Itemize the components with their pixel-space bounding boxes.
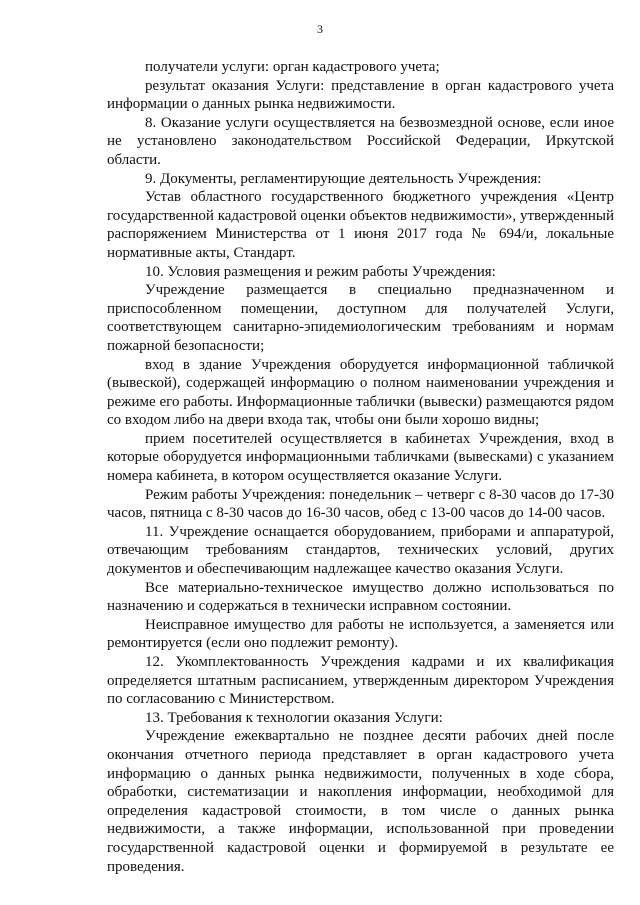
paragraph: 9. Документы, регламентирующие деятельность Учреждения: <box>145 170 542 187</box>
paragraph: Все материально-техническое имущество должно использоваться по назначению и содержаться в технически исправном состоянии. <box>107 579 614 615</box>
paragraph: 10. Условия размещения и режим работы Учреждения: <box>145 263 496 280</box>
paragraph: Учреждение размещается в специально предназначенном и приспособленном помещении, доступном для получателей Услуги, соответствующем санитарно-эпидемиологическим требованиям и нормам пожарной безопасности; <box>107 282 614 354</box>
paragraph: Устав областного государственного бюджетного учреждения «Центр государственной кадастровой оценки объектов недвижимости», утвержденный распоряжением Министерства от 1 июня 2017 года № 694/и, локальные нормативные акты, Стандарт. <box>107 189 614 261</box>
page-number: 3 <box>317 22 323 36</box>
paragraph: прием посетителей осуществляется в кабинетах Учреждения, вход в которые оборудуется информационными табличками (вывесками) с указанием номера кабинета, в котором осуществляется оказание Услуги. <box>107 430 614 485</box>
paragraph: результат оказания Услуги: представление в орган кадастрового учета информации о данных рынка недвижимости. <box>107 77 614 113</box>
paragraph: 11. Учреждение оснащается оборудованием, приборами и аппаратурой, отвечающим требованиям стандартов, технических условий, других документов и обеспечивающим надлежащее качество оказания Услуги. <box>107 523 614 578</box>
paragraph: вход в здание Учреждения оборудуется информационной табличкой (вывеской), содержащей информацию о полном наименовании учреждения и режиме его работы. Информационные таблички (вывески) размещаются рядом со входом либо на двери входа так, чтобы они были хорошо видны; <box>107 356 614 429</box>
paragraph: получатели услуги: орган кадастрового учета; <box>145 59 440 75</box>
paragraph: Учреждение ежеквартально не позднее десяти рабочих дней после окончания отчетного периода представляет в орган кадастрового учета информацию о данных рынка недвижимости, полученных в ходе сбора, обработки, систематизации и накопления информации, необходимой для определения кадастровой стоимости, в том числе о данных рынка недвижимости, а также информации, использованной при проведении государственной кадастровой оценки и формируемой в результате ее проведения. <box>107 728 614 875</box>
paragraph: 8. Оказание услуги осуществляется на безвозмездной основе, если иное не установлено законодательством Российской Федерации, Иркутской области. <box>107 114 614 168</box>
paragraph: Неисправное имущество для работы не используется, а заменяется или ремонтируется (если оно подлежит ремонту). <box>107 616 614 652</box>
paragraph: 12. Укомплектованность Учреждения кадрами и их квалификация определяется штатным расписанием, утвержденным директором Учреждения по согласованию с Министерством. <box>107 654 614 708</box>
paragraph: Режим работы Учреждения: понедельник – четверг с 8-30 часов до 17-30 часов, пятница с 8-30 часов до 16-30 часов, обед с 13-00 часов до 14-00 часов. <box>107 486 614 522</box>
document-body <box>107 58 614 876</box>
paragraph: 13. Требования к технологии оказания Услуги: <box>145 709 443 726</box>
